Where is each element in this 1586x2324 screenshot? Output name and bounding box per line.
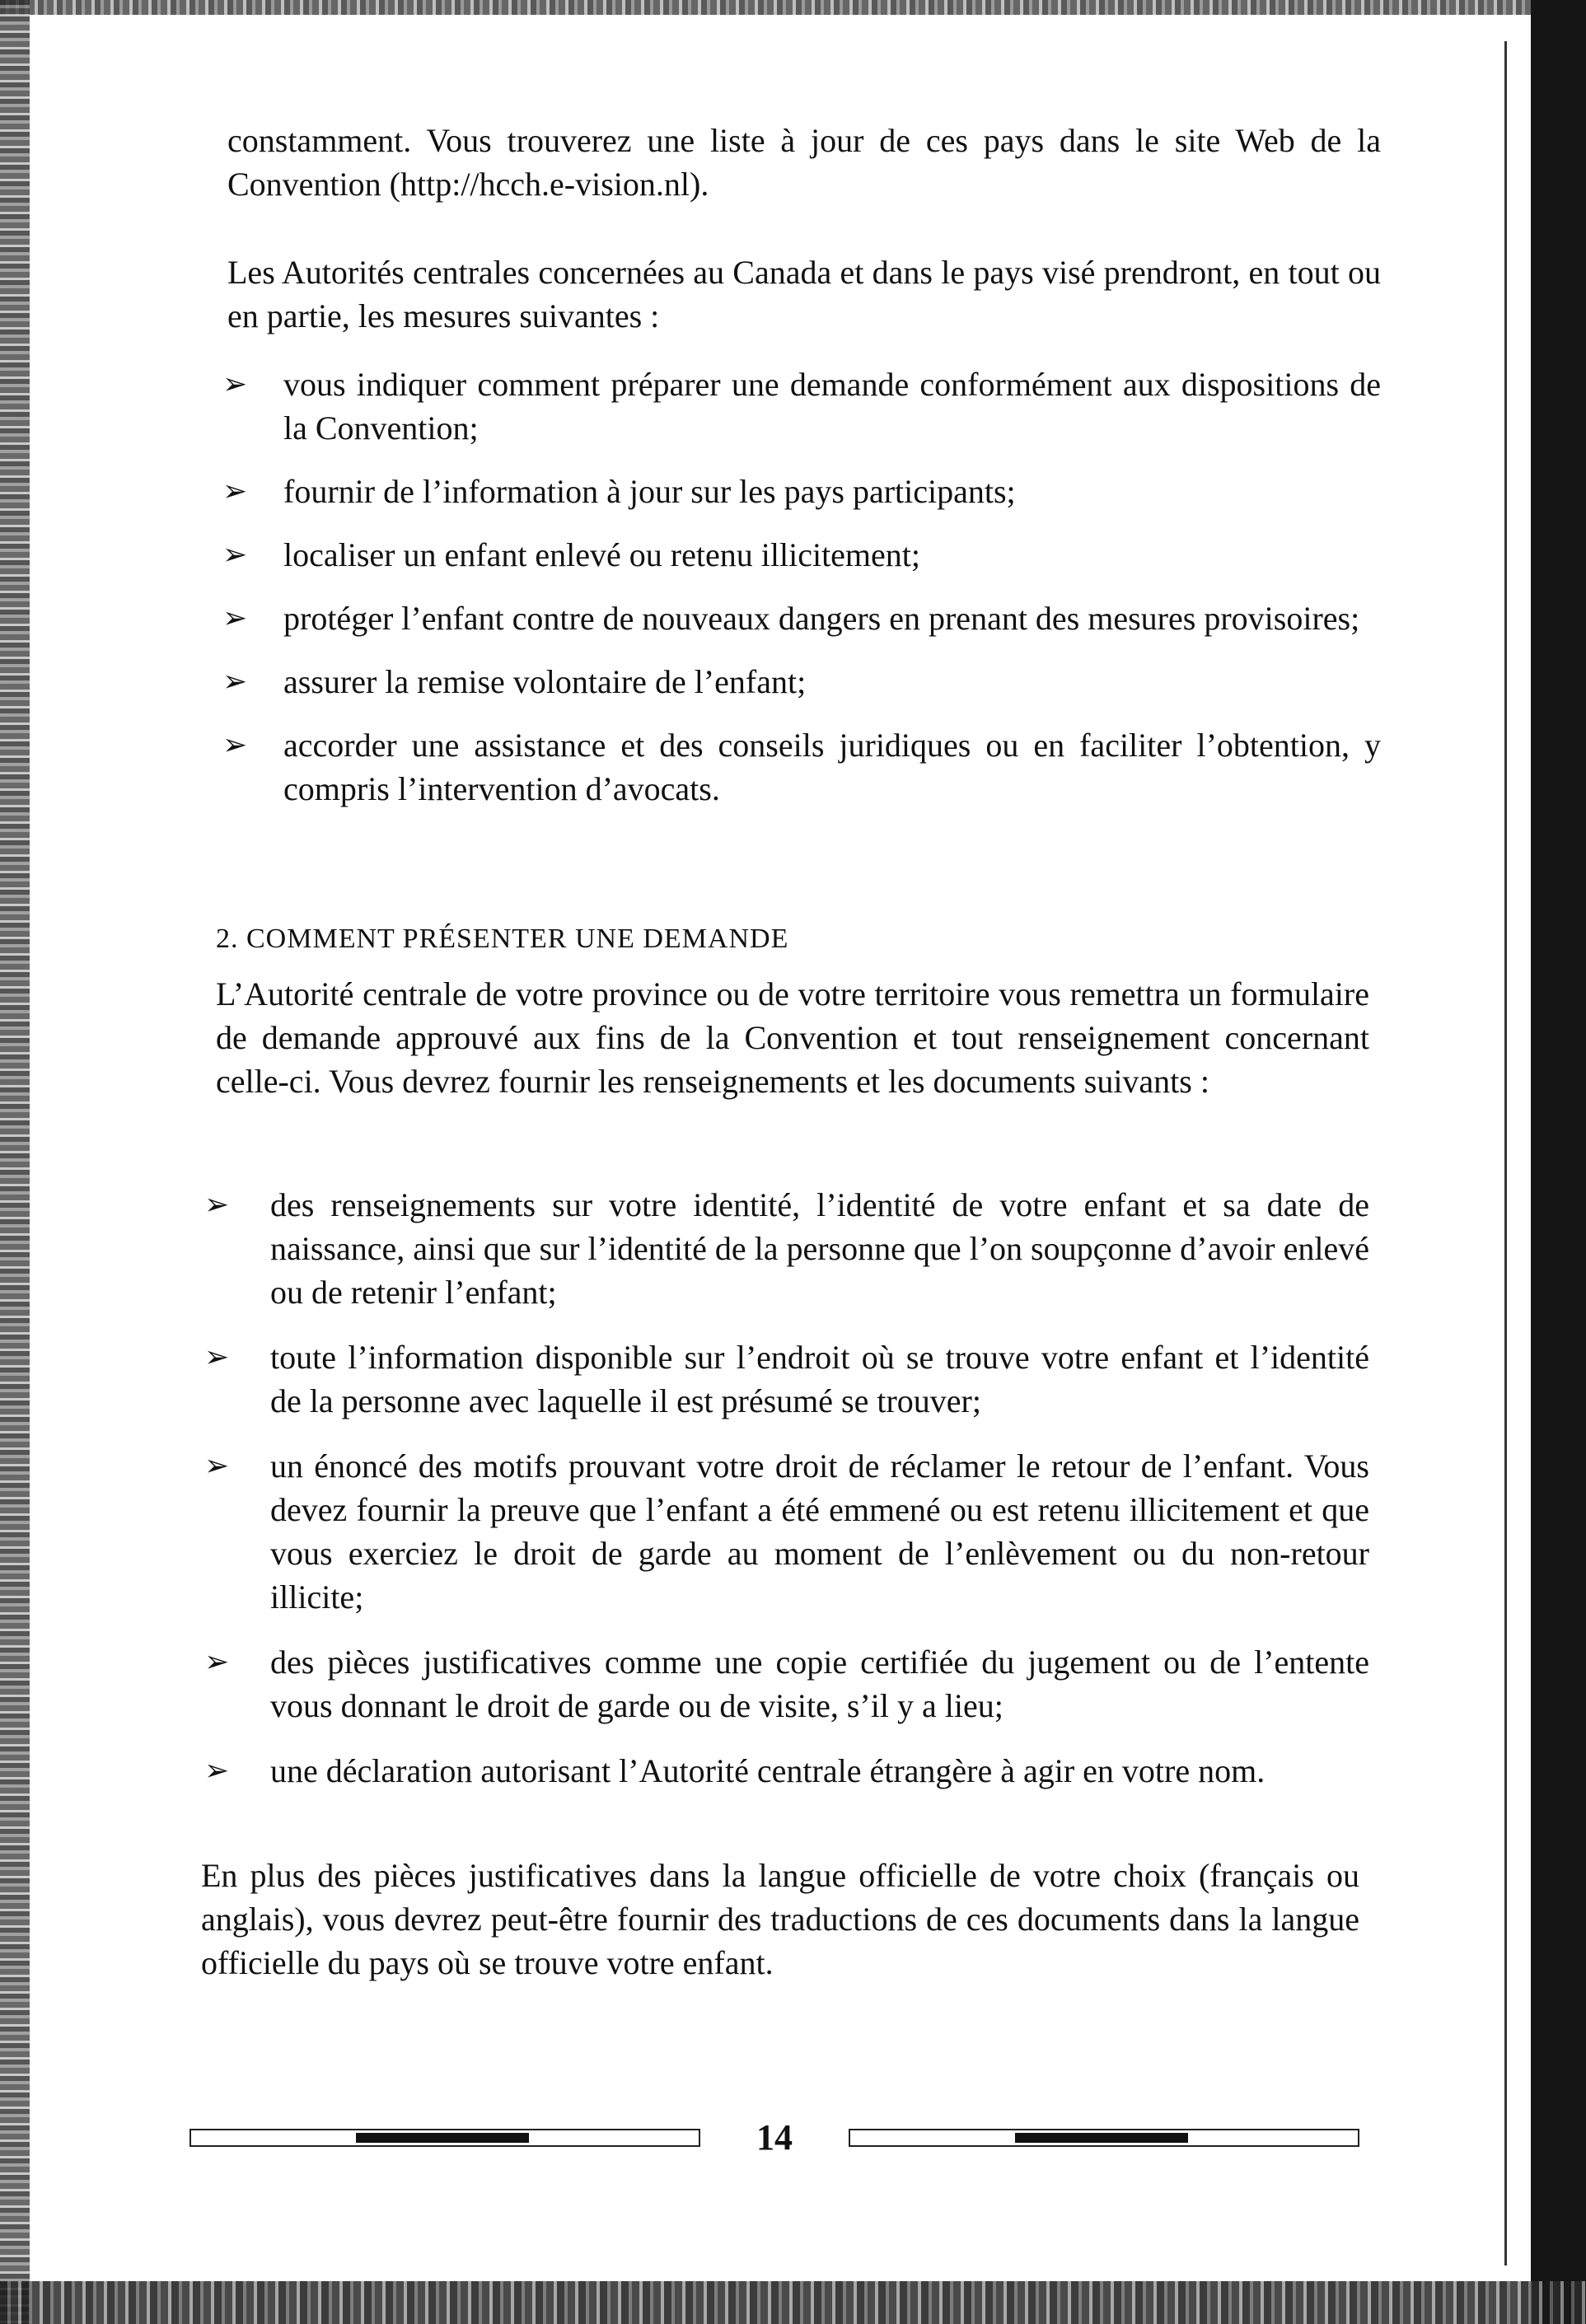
arrow-bullet-icon: ➢ <box>204 1754 230 1788</box>
arrow-bullet-icon: ➢ <box>204 1449 230 1483</box>
arrow-bullet-icon: ➢ <box>222 665 248 699</box>
intro-paragraph: constamment. Vous trouverez une liste à jour de ces pays dans le site Web de la Convention (http://hcch.e-vision.nl). <box>227 122 1381 203</box>
footer-rule-right <box>849 2129 1359 2147</box>
list-item-text: accorder une assistance et des conseils juridiques ou en faciliter l’obtention, y compris l’intervention d’avocats. <box>283 727 1381 807</box>
list-item <box>222 596 1381 640</box>
list-item-text: assurer la remise volontaire de l’enfant; <box>283 663 807 700</box>
list-item <box>204 1749 1369 1793</box>
list-item <box>222 660 1381 704</box>
list-item-text: protéger l’enfant contre de nouveaux dangers en prenant des mesures provisoires; <box>283 600 1360 637</box>
arrow-bullet-icon: ➢ <box>222 367 248 401</box>
list-item <box>204 1183 1369 1314</box>
requirements-list <box>204 1183 1369 1814</box>
page-footer <box>189 2117 1359 2158</box>
list-item <box>204 1640 1369 1728</box>
list-item-text: toute l’information disponible sur l’endroit où se trouve votre enfant et l’identité de la personne avec laquelle il est présumé se trouver; <box>270 1339 1369 1419</box>
page-number: 14 <box>756 2117 793 2158</box>
list-item-text: des renseignements sur votre identité, l’identité de votre enfant et sa date de naissance, ainsi que sur l’identité de la personne que l’on soupçonne d’avoir enlevé ou de retenir l’enfant; <box>270 1186 1370 1311</box>
arrow-bullet-icon: ➢ <box>222 538 248 572</box>
list-item <box>222 723 1381 811</box>
list-item <box>204 1335 1369 1423</box>
arrow-bullet-icon: ➢ <box>204 1340 230 1374</box>
list-item-text: vous indiquer comment préparer une demande conformément aux dispositions de la Convention; <box>283 366 1381 447</box>
arrow-bullet-icon: ➢ <box>222 601 248 635</box>
arrow-bullet-icon: ➢ <box>222 728 248 762</box>
footer-rule-left <box>189 2129 700 2147</box>
arrow-bullet-icon: ➢ <box>222 475 248 508</box>
list-item <box>222 362 1381 450</box>
section-paragraph: L’Autorité centrale de votre province ou de votre territoire vous remettra un formulaire de demande approuvé aux fins de la Convention et tout renseignement concernant celle-ci. Vous devrez fournir les renseignements et les documents suivants : <box>216 975 1369 1100</box>
list-item <box>222 470 1381 513</box>
list-item-text: localiser un enfant enlevé ou retenu illicitement; <box>283 536 921 573</box>
measures-list <box>222 362 1381 830</box>
arrow-bullet-icon: ➢ <box>204 1645 230 1679</box>
section-heading: 2. COMMENT PRÉSENTER UNE DEMANDE <box>216 924 789 954</box>
list-item-text: fournir de l’information à jour sur les pays participants; <box>283 473 1016 510</box>
list-item-text: un énoncé des motifs prouvant votre droit de réclamer le retour de l’enfant. Vous devez fournir la preuve que l’enfant a été emmené ou est retenu illicitement et que vous exerciez le droit de garde au moment de l’enlèvement ou du non-retour illicite; <box>270 1447 1369 1616</box>
list-item-text: des pièces justificatives comme une copie certifiée du jugement ou de l’entente vous donnant le droit de garde ou de visite, s’il y a lieu; <box>270 1644 1369 1724</box>
list-item <box>204 1444 1369 1619</box>
closing-paragraph: En plus des pièces justificatives dans la langue officielle de votre choix (français ou anglais), vous devrez peut-être fournir des traductions de ces documents dans la langue officielle du pays où se trouve votre enfant. <box>201 1857 1359 1981</box>
list-item <box>222 533 1381 577</box>
arrow-bullet-icon: ➢ <box>204 1188 230 1222</box>
measures-lead-paragraph: Les Autorités centrales concernées au Canada et dans le pays visé prendront, en tout ou en partie, les mesures suivantes : <box>227 254 1381 334</box>
list-item-text: une déclaration autorisant l’Autorité centrale étrangère à agir en votre nom. <box>270 1752 1266 1789</box>
